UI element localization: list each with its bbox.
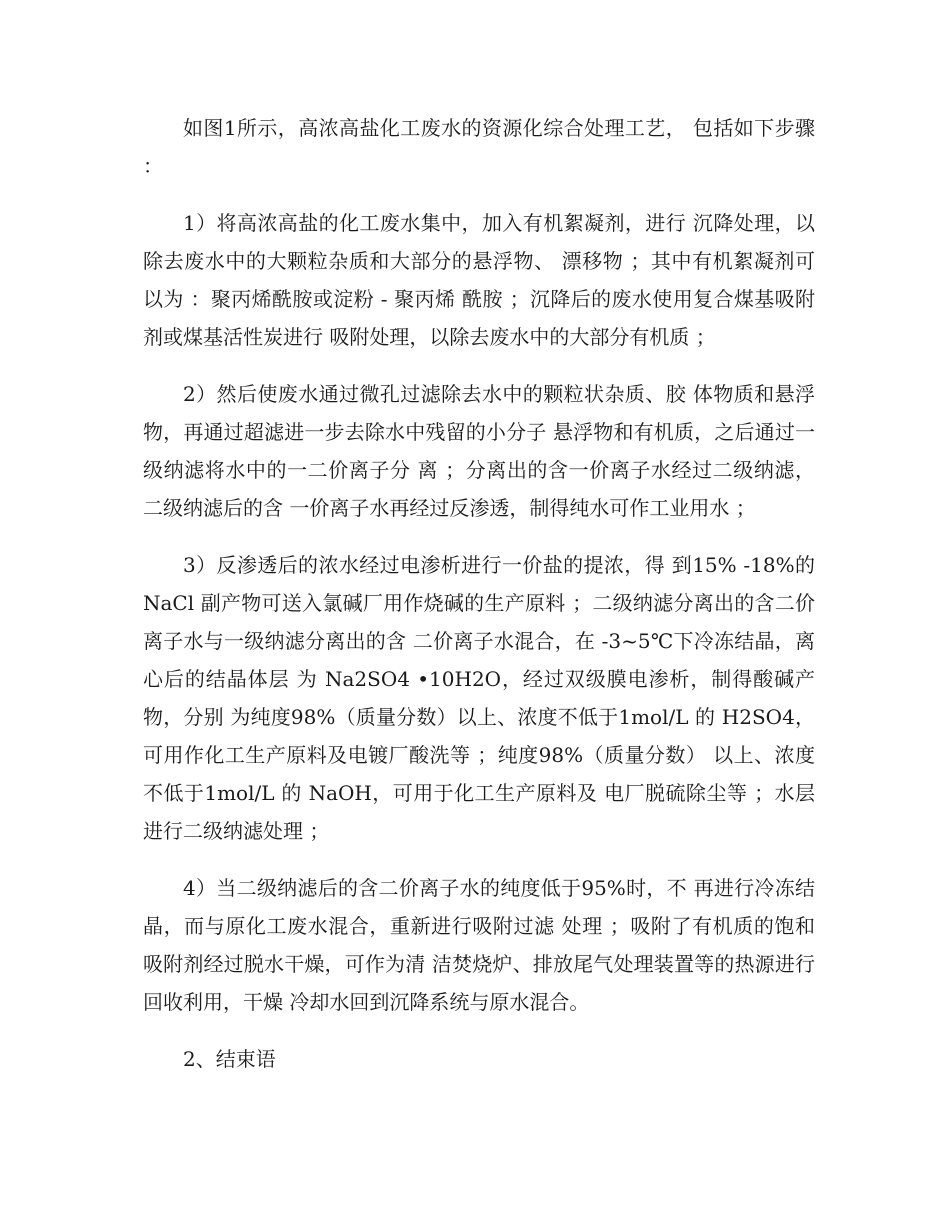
step-1-paragraph: 1）将高浓高盐的化工废水集中，加入有机絮凝剂，进行 沉降处理，以除去废水中的大颗粒杂质和大部分的悬浮物、 漂移物 ；其中有机絮凝剂可以为 ：聚丙烯酰胺或淀粉 - 聚丙烯 酰胺 ；沉降后的废水使用复合煤基吸附剂或煤基活性炭进行 吸附处理，以除去废水中的大部分有机质 ； — [143, 211, 815, 349]
step-2-paragraph: 2）然后使废水通过微孔过滤除去水中的颗粒状杂质、胶 体物质和悬浮物，再通过超滤进一步去除水中残留的小分子 悬浮物和有机质，之后通过一级纳滤将水中的一二价离子分 离 ；分离出的含一价离子水经过二级纳滤，二级纳滤后的含 一价离子水再经过反渗透，制得纯水可作工业用水 ； — [143, 382, 815, 520]
step-3-paragraph: 3）反渗透后的浓水经过电渗析进行一价盐的提浓，得 到15% -18%的 NaCl 副产物可送入氯碱厂用作烧碱的生产原料 ；二级纳滤分离出的含二价离子水与一级纳滤分离出的含 二价离子水混合，在 -3~5℃下冷冻结晶，离心后的结晶体层 为 Na2SO4 •10H2O，经过双级膜电渗析，制得酸碱产物，分别 为纯度98%（质量分数）以上、浓度不低于1mol/L 的 H2SO4， 可用作化工生产原料及电镀厂酸洗等 ；纯度98%（质量分数） 以上、浓度不低于1mol/L 的 NaOH，可用于化工生产原料及 电厂脱硫除尘等 ；水层进行二级纳滤处理 ； — [143, 553, 815, 843]
document-body — [143, 109, 815, 1097]
section-heading: 2、结束语 — [183, 1047, 276, 1071]
step-4-paragraph: 4）当二级纳滤后的含二价离子水的纯度低于95%时，不 再进行冷冻结晶，而与原化工废水混合，重新进行吸附过滤 处理 ；吸附了有机质的饱和吸附剂经过脱水干燥，可作为清 洁焚烧炉、排放尾气处理装置等的热源进行回收利用，干燥 冷却水回到沉降系统与原水混合。 — [143, 876, 815, 1014]
intro-paragraph: 如图1所示，高浓高盐化工废水的资源化综合处理工艺， 包括如下步骤 ： — [143, 116, 815, 178]
